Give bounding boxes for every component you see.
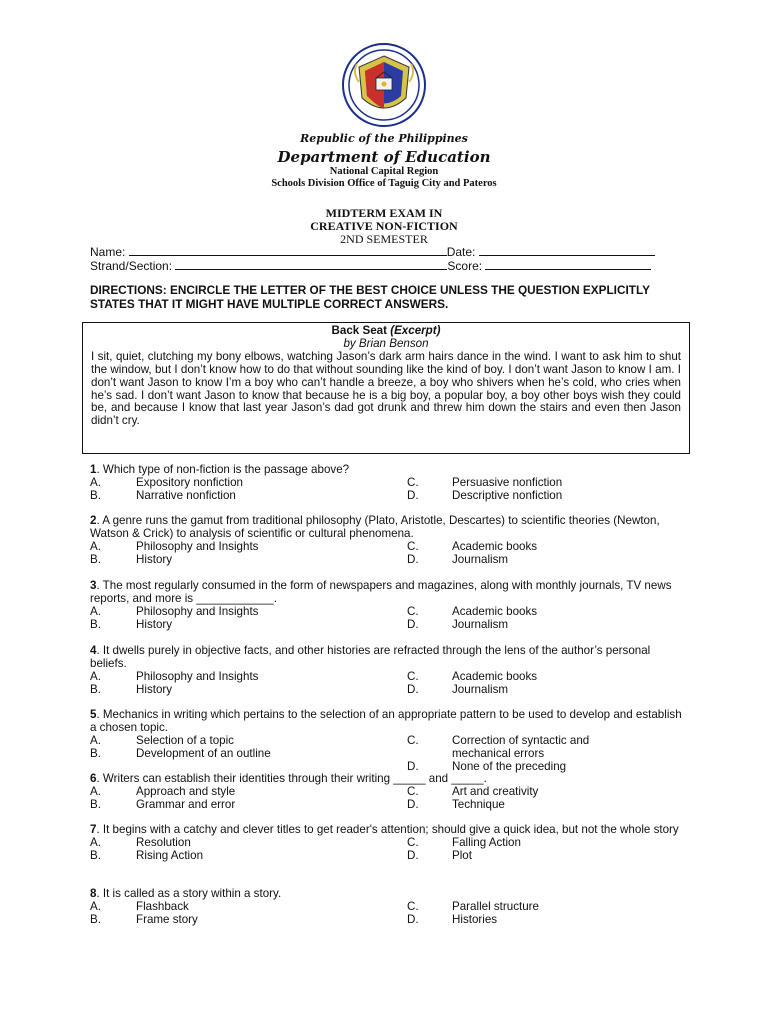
deped-seal-icon	[332, 42, 436, 128]
option-b-letter[interactable]: B.	[90, 617, 101, 631]
question-3	[90, 580, 690, 632]
options-row	[90, 735, 690, 748]
option-d-text: Technique	[452, 797, 505, 811]
region-heading: National Capital Region	[329, 166, 439, 177]
passage-body: I sit, quiet, clutching my bony elbows, watching Jason’s dark arm hairs dance in the wind. I want to ask him to shut the window, but I don’t know how to do that without sounding like the kind of boy. I don’t want Jason to know I am. I don’t want Jason to know I’m a boy who can’t handle a breeze, a boy who shivers when he’s cold, who cries when he’s sad. I don’t want Jason to know that because he is a big boy, a popular boy, a boy other boys wish they could be, and because I know that last year Jason’s dad got drunk and threw him down the stairs and even then Jason didn’t cry.	[91, 349, 681, 428]
strand-section-label: Strand/Section:	[90, 259, 173, 273]
option-a-text: Philosophy and Insights	[136, 669, 259, 683]
option-d-text: Journalism	[452, 682, 509, 696]
question-text	[90, 464, 690, 477]
option-c-text: Art and creativity	[452, 784, 539, 798]
name-label: Name:	[90, 245, 126, 259]
question-stem: . It is called as a story within a story.	[96, 887, 282, 900]
option-c-text: Academic books	[452, 669, 538, 683]
option-a-letter[interactable]: A.	[90, 475, 101, 489]
division-heading: Schools Division Office of Taguig City and Pateros	[271, 178, 497, 189]
question-stem: . Writers can establish their identities through their writing _____ and _____.	[96, 772, 487, 785]
question-number: 6	[90, 772, 97, 785]
option-d-letter[interactable]: D.	[407, 848, 419, 862]
question-text	[90, 580, 690, 606]
options-row	[90, 914, 690, 927]
exam-subject: CREATIVE NON-FICTION	[310, 219, 458, 233]
option-b-letter[interactable]: B.	[90, 488, 101, 502]
option-d-text: Descriptive nonfiction	[452, 488, 563, 502]
question-number: 8	[90, 887, 97, 900]
option-c-text: Correction of syntactic and	[452, 733, 590, 747]
question-2	[90, 515, 690, 567]
question-text	[90, 645, 690, 671]
question-4	[90, 645, 690, 697]
question-text	[90, 773, 690, 786]
option-d-letter[interactable]: D.	[407, 552, 419, 566]
options-row	[90, 786, 690, 799]
question-stem: . A genre runs the gamut from traditional philosophy (Plato, Aristotle, Descartes) to scientific theories (Newton, Watson & Crick) to analysis of scientific or cultural phenomena.	[90, 514, 660, 540]
option-c-letter[interactable]: C.	[407, 604, 419, 618]
passage-title-suffix: (Excerpt)	[390, 324, 441, 337]
date-field[interactable]	[479, 245, 655, 256]
options-row	[90, 799, 690, 812]
passage-author: by Brian Benson	[343, 336, 429, 350]
option-b-letter[interactable]: B.	[90, 682, 101, 696]
question-number: 1	[90, 463, 97, 476]
option-a-letter[interactable]: A.	[90, 733, 101, 747]
option-d-letter[interactable]: D.	[407, 682, 419, 696]
option-d-text: Journalism	[452, 617, 509, 631]
option-d-letter[interactable]: D.	[407, 797, 419, 811]
option-c-text: Academic books	[452, 539, 538, 553]
option-b-text: Narrative nonfiction	[136, 488, 236, 502]
options-row	[90, 490, 690, 503]
option-d-letter[interactable]: D.	[407, 759, 419, 773]
options-row	[90, 748, 690, 761]
question-8	[90, 888, 690, 927]
option-a-text: Approach and style	[136, 784, 236, 798]
option-a-text: Flashback	[136, 899, 189, 913]
option-b-text: Frame story	[136, 912, 198, 926]
option-a-letter[interactable]: A.	[90, 604, 101, 618]
question-number: 4	[90, 644, 97, 657]
option-a-text: Selection of a topic	[136, 733, 234, 747]
question-5	[90, 709, 690, 773]
option-a-letter[interactable]: A.	[90, 835, 101, 849]
question-6	[90, 773, 690, 812]
option-a-letter[interactable]: A.	[90, 539, 101, 553]
options-row	[90, 606, 690, 619]
options-row	[90, 837, 690, 850]
name-field[interactable]	[129, 245, 447, 256]
option-d-text: Journalism	[452, 552, 509, 566]
options-row	[90, 850, 690, 863]
options-row	[90, 684, 690, 697]
option-c-text-continued: mechanical errors	[452, 746, 545, 760]
question-number: 3	[90, 579, 97, 592]
question-text	[90, 888, 690, 901]
passage-title: Back Seat	[331, 324, 387, 337]
option-a-letter[interactable]: A.	[90, 784, 101, 798]
option-c-letter[interactable]: C.	[407, 733, 419, 747]
options-row	[90, 554, 690, 567]
option-c-letter[interactable]: C.	[407, 669, 419, 683]
question-text	[90, 709, 690, 735]
option-c-text: Persuasive nonfiction	[452, 475, 563, 489]
options-row	[90, 671, 690, 684]
department-heading: Department of Education	[277, 148, 491, 166]
options-row	[90, 541, 690, 554]
option-b-letter[interactable]: B.	[90, 746, 101, 760]
date-label: Date:	[446, 245, 476, 259]
passage-title-line	[91, 325, 681, 338]
question-1	[90, 464, 690, 503]
option-b-letter[interactable]: B.	[90, 848, 101, 862]
question-number: 5	[90, 708, 97, 721]
question-stem: . Which type of non-fiction is the passage above?	[96, 463, 350, 476]
option-d-letter[interactable]: D.	[407, 912, 419, 926]
option-c-letter[interactable]: C.	[407, 475, 419, 489]
strand-section-field[interactable]	[175, 259, 447, 270]
question-number: 2	[90, 514, 97, 527]
option-b-text: History	[136, 552, 173, 566]
option-b-text: Grammar and error	[136, 797, 236, 811]
exam-semester: 2ND SEMESTER	[340, 232, 428, 246]
option-b-text: Rising Action	[136, 848, 204, 862]
option-a-text: Resolution	[136, 835, 191, 849]
question-text	[90, 824, 690, 837]
option-b-letter[interactable]: B.	[90, 552, 101, 566]
question-stem: . The most regularly consumed in the form of newspapers and magazines, along with monthly journals, TV news reports, and more is ____________.	[90, 579, 672, 605]
options-row	[90, 477, 690, 490]
option-a-text: Philosophy and Insights	[136, 539, 259, 553]
option-b-text: History	[136, 682, 173, 696]
question-number: 7	[90, 823, 97, 836]
option-a-text: Philosophy and Insights	[136, 604, 259, 618]
options-row	[90, 619, 690, 632]
question-stem: . It dwells purely in objective facts, and other histories are refracted through the lens of the author’s personal beliefs.	[90, 644, 651, 670]
option-a-text: Expository nonfiction	[136, 475, 243, 489]
question-text	[90, 515, 690, 541]
strand-score-row	[90, 259, 651, 273]
option-d-text: Histories	[452, 912, 498, 926]
option-c-letter[interactable]: C.	[407, 539, 419, 553]
option-c-text: Parallel structure	[452, 899, 539, 913]
option-d-text: None of the preceding	[452, 759, 567, 773]
name-date-row	[90, 245, 655, 259]
option-d-text: Plot	[452, 848, 472, 862]
question-stem: . Mechanics in writing which pertains to the selection of an appropriate pattern to be used to develop and establish a chosen topic.	[90, 708, 682, 734]
passage-box	[82, 322, 690, 454]
option-c-letter[interactable]: C.	[407, 784, 419, 798]
option-c-letter[interactable]: C.	[407, 899, 419, 913]
option-d-letter[interactable]: D.	[407, 617, 419, 631]
option-b-text: History	[136, 617, 173, 631]
option-c-letter[interactable]: C.	[407, 835, 419, 849]
directions-text: DIRECTIONS: ENCIRCLE THE LETTER OF THE BEST CHOICE UNLESS THE QUESTION EXPLICITLY STATES THAT IT MIGHT HAVE MULTIPLE CORRECT ANSWERS.	[90, 283, 650, 311]
score-label: Score:	[447, 259, 483, 273]
option-b-text: Development of an outline	[136, 746, 271, 760]
option-c-text: Falling Action	[452, 835, 521, 849]
exam-title: MIDTERM EXAM IN	[325, 206, 443, 220]
option-d-letter[interactable]: D.	[407, 488, 419, 502]
score-field[interactable]	[485, 259, 651, 270]
option-a-letter[interactable]: A.	[90, 669, 101, 683]
option-b-letter[interactable]: B.	[90, 797, 101, 811]
question-7	[90, 824, 690, 863]
option-a-letter[interactable]: A.	[90, 899, 101, 913]
options-row	[90, 901, 690, 914]
option-b-letter[interactable]: B.	[90, 912, 101, 926]
question-stem: . It begins with a catchy and clever titles to get reader's attention; should give a quick idea, but not the whole story	[96, 823, 679, 836]
republic-heading: Republic of the Philippines	[300, 132, 468, 145]
option-c-text: Academic books	[452, 604, 538, 618]
